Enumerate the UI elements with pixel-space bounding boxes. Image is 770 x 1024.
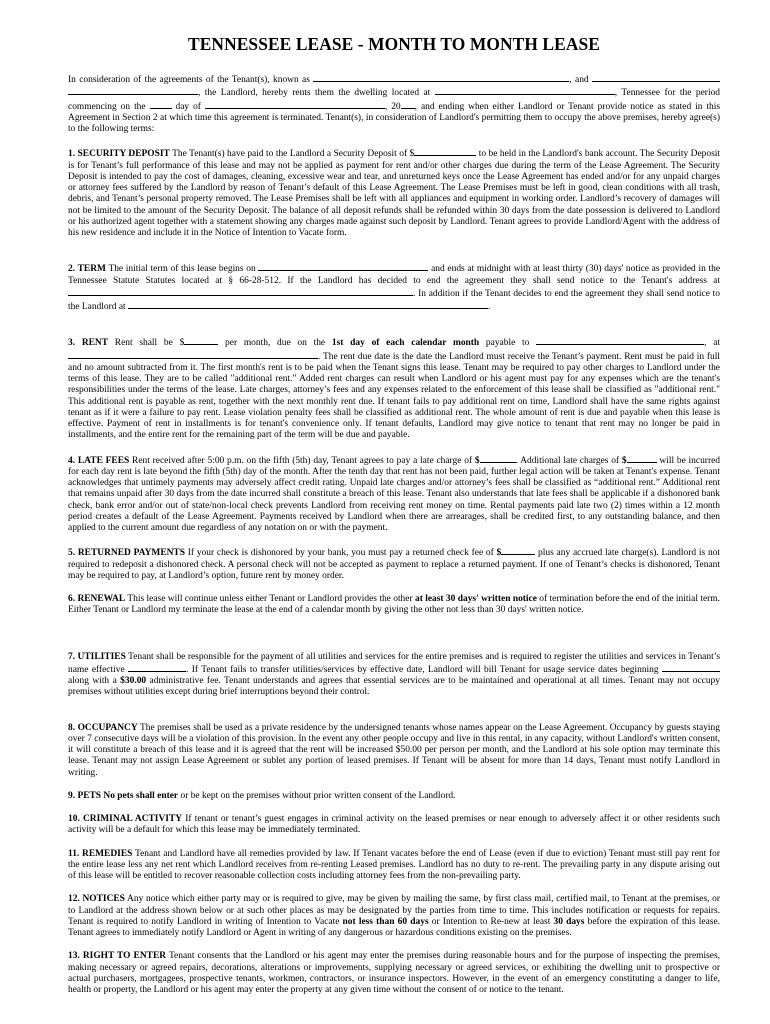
section-occupancy: 8. OCCUPANCY The premises shall be used as a private residence by the undersigned tenants whose names appear on the Lease Agreement. Occupancy by guests staying over 7 consecutive days will be a violation of this provision. In the event any other people occupy and live in this rental, in any capacity, without Landlord's written consent, it will constitute a breach of this lease and it is agreed that the rent will be increased $50.00 per person per month, and the Landlord at his sole option may terminate this lease. Tenant may not assign Lease Agreement or sublet any portion of leased premises. If Tenant will be absent for more than 14 days, Tenant must notify Landlord in writing. — [68, 722, 720, 778]
document-title: TENNESSEE LEASE - MONTH TO MONTH LEASE — [188, 34, 600, 54]
section-heading: 12. NOTICES — [68, 894, 125, 905]
section-criminal-activity: 10. CRIMINAL ACTIVITY If tenant or tenant’s guest engages in criminal activity on the leased premises or near enough to adversely affect it or other residents such activity will be a default for which this lease may be immediately terminated. — [68, 814, 721, 836]
section-remedies: 11. REMEDIES Tenant and Landlord have all remedies provided by law. If Tenant vacates before the end of Lease (even if due to eviction) Tenant must still pay rent for the entire lease less any net rent which Landlord receives from re-renting Leased premises. Landlord has no duty to re-rent. The prevailing party in any dispute arising out of this lease will be entitled to recover reasonable collection costs including attorney fees from the non-prevailing party. — [68, 848, 720, 881]
daily-late-charge-blank[interactable] — [627, 454, 657, 463]
section-rent: 3. RENT Rent shall be $ per month, due on the 1st day of each calendar month payable to , at . The rent due date is the date the Landlord must receive the Tenant’s payment. Rent must be paid in full and no amount subtracted from it. The first month's rent is to be paid when the Tenant signs this lease. Tenant may be required to pay other charges to Landlord under the terms of this lease. They are to be called "additional rent." Added rent charges can result when Landlord or his agent must pay for any expenses which are the tenant's responsibilities under the terms of the lease. Late charges, attorney’s fees and any expenses related to the enforcement of this lease shall be classified as "additional rent." This additional rent is payable as rent, together with the next monthly rent due. If tenant fails to pay additional rent on time, Landlord shall have the same rights against tenant as if it were a failure to pay rent. Lease violation penalty fees shall be classified as additional rent. The whole amount of rent is due and payable when this lease is effective. Payment of rent in installments is for tenant's convenience only. If tenant defaults, Landlord may give notice to tenant that rent may no longer be paid in installments, and the entire rent for the remaining part of the term will be due and payable. — [68, 338, 721, 441]
commencing-day-blank[interactable] — [150, 100, 172, 109]
utilities-effective-date-blank[interactable] — [128, 663, 186, 672]
tenant-names-blank[interactable] — [313, 73, 569, 82]
section-heading: 9. PETS — [68, 790, 102, 801]
tenant-notice-address-blank[interactable] — [68, 287, 413, 296]
section-right-to-enter: 13. RIGHT TO ENTER Tenant consents that the Landlord or his agent may enter the premises during reasonable hours and for the purpose of inspecting the premises, making necessary or agreed repairs, decorations, alterations or improvements, supplying necessary or agreed services, or exhibiting the dwelling unit to prospective or actual purchasers, mortgagees, prospective tenants, workmen, contractors, or insurance inspectors. However, in the event of an emergency constituting a danger to life, health or property, the Landlord or his agent may enter the property at any given time without the consent of or notice to the tenant. — [68, 951, 720, 995]
section-heading: 11. REMEDIES — [68, 848, 133, 859]
security-deposit-amount-blank[interactable] — [414, 147, 476, 156]
section-term: 2. TERM The initial term of this lease begins on and ends at midnight with at least thirty (30) days' notice as provided in the Tennessee Statute Statutes located at § 66-28-512. If the Landlord has decided to end the agreement they shall send notice to the Tenant's address at . In addition if the Tenant decides to end the agreement they shall send notice to the Landlord at . — [68, 264, 721, 312]
section-pets: 9. PETS No pets shall enter or be kept on the premises without prior written consent of the Landlord. — [68, 790, 456, 801]
intro-paragraph: In consideration of the agreements of the Tenant(s), known as , and , the Landlord, hereby rents them the dwelling located at , Tennessee for the period commencing on the day of , 20 , and ending when either Landlord or Tenant provide notice as stated in this Agreement in Section 2 at which time this agreement is terminated. Tenant(s), in consideration of Landlord's permitting them to occupy the above premises, hereby agree(s) to the following terms: — [68, 75, 721, 134]
commencing-year-blank[interactable] — [401, 100, 415, 109]
section-heading: 7. UTILITIES — [68, 651, 126, 662]
section-heading: 6. RENEWAL — [68, 594, 126, 604]
section-security-deposit: 1. SECURITY DEPOSIT The Tenant(s) have paid to the Landlord a Security Deposit of $ to be held in the Landlord's bank account. The Security Deposit is for Tenant’s full performance of this lease and may not be applied as payment for rent and/or other charges due during the term of the Lease Agreement. The Security Deposit is intended to pay the cost of damages, cleaning, excessive wear and tear, and unreturned keys once the Lease Agreement has ended and/or for any unpaid charges or attorney fees suffered by the Landlord by reason of Tenant’s default of this Lease Agreement. The Lease Premises must be left in good, clean conditions with all trash, debris, and Tenant’s personal property removed. The Lease Premises shall be left with all appliances and equipment in working order. Landlord’s recovery of damages will not be limited to the amount of the Security Deposit. The balance of all deposit refunds shall be refunded within 30 days from the date possession is delivered to Landlord or his authorized agent together with a statement showing any charges made against such deposit by Landlord. Tenant agrees to provide Landlord/Agent with the address of his new residence and include it in the Notice of Intention to Vacate form. — [68, 149, 721, 238]
section-heading: 5. RETURNED PAYMENTS — [68, 548, 185, 559]
section-heading: 1. SECURITY DEPOSIT — [68, 149, 170, 160]
section-renewal: 6. RENEWAL This lease will continue unless either Tenant or Landlord provides the other at least 30 days' written notice of termination before the end of the initial term. Either Tenant or Landlord my terminate the lease at the end of a calendar month by giving the other not less than 30 days' written notice. — [68, 594, 720, 616]
section-returned-payments: 5. RETURNED PAYMENTS If your check is dishonored by your bank, you must pay a returned check fee of $ plus any accrued late charge(s). Landlord is not required to redeposit a dishonored check. A personal check will not be accepted as payment to replace a returned payment. If one of Tenant’s checks is dishonored, Tenant may be required to pay, at Landlord’s option, future rent by money order. — [68, 548, 721, 581]
dwelling-address-blank[interactable] — [435, 86, 615, 95]
section-heading: 3. RENT — [68, 338, 109, 349]
tenant-names-blank-2[interactable] — [592, 73, 720, 82]
section-late-fees: 4. LATE FEES Rent received after 5:00 p.m. on the fifth (5th) day, Tenant agrees to pay a late charge of $ . Additional late charges of $ will be incurred for each day rent is late beyond the fifth (5th) day of the month. After the tenth day that rent has not been paid, further legal action will be taken at Tenant's expense. Tenant acknowledges that untimely payments may adversely affect credit rating. Unpaid late charges and/or attorney’s fees shall be classified as “additional rent.” Additional rent that remains unpaid after 30 days from the date incurred shall constitute a breach of this lease. Tenant also understands that late fees shall be applicable if a dishonored bank check, bank error and/or out of state/non-local check prevents Landlord from receiving rent money on time. Rental payments paid late two (2) times within a 12 month period creates a default of the Lease Agreement. Payments received by Landlord when there are arrearages, shall be credited first, to any outstanding balance, and then applied to the current amount due regardless of any notation on or with the payment. — [68, 455, 721, 533]
section-utilities: 7. UTILITIES Tenant shall be responsible for the payment of all utilities and services for the entire premises and is required to register the utilities and services in Tenant’s name effective . If Tenant fails to transfer utilities/services by effective date, Landlord will bill Tenant for usage service dates beginning along with a $30.00 administrative fee. Tenant understands and agrees that essential services are to be maintained and operational at all times. Tenant may not occupy premises without utilities except during brief interruptions beyond their control. — [68, 651, 720, 698]
term-start-date-blank[interactable] — [258, 262, 428, 271]
landlord-notice-address-blank[interactable] — [128, 300, 488, 309]
section-heading: 8. OCCUPANCY — [68, 722, 138, 733]
section-heading: 13. RIGHT TO ENTER — [68, 951, 167, 962]
section-heading: 2. TERM — [68, 264, 106, 275]
commencing-month-blank[interactable] — [205, 100, 385, 109]
rent-payment-location-blank[interactable] — [68, 350, 318, 359]
rent-payee-blank[interactable] — [536, 336, 704, 345]
rent-amount-blank[interactable] — [184, 336, 218, 345]
section-heading: 10. CRIMINAL ACTIVITY — [68, 814, 183, 824]
returned-check-fee-blank[interactable] — [501, 546, 535, 555]
late-charge-amount-blank[interactable] — [480, 454, 516, 463]
section-heading: 4. LATE FEES — [68, 455, 130, 466]
section-notices: 12. NOTICES Any notice which either party may or is required to give, may be given by mailing the same, by first class mail, certified mail, to Tenant at the premises, or to Landlord at the address shown below or at such other places as may be designated by the parties from time to time. This includes notification or requests for repairs. Tenant is required to notify Landlord in writing of Intention to Vacate not less than 60 days or Intention to Re-new at least 30 days before the expiration of this lease. Tenant agrees to immediately notify Landlord or Agent in writing of any dangerous or hazardous conditions existing on the premises. — [68, 894, 721, 938]
landlord-name-blank[interactable] — [68, 86, 198, 95]
utilities-billing-start-blank[interactable] — [662, 663, 720, 672]
